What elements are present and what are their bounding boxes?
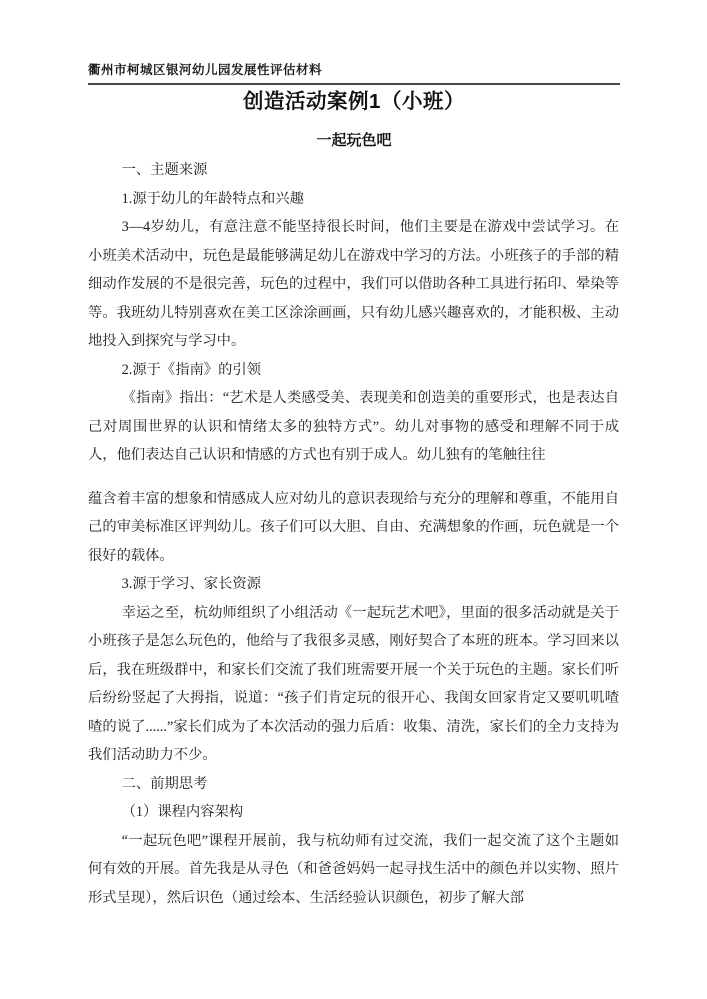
document-title: 创造活动案例1（小班）	[243, 90, 465, 113]
paragraph-course-structure: “一起玩色吧”课程开展前，我与杭幼师有过交流，我们一起交流了这个主题如何有效的开展。首先我是从寻色（和爸爸妈妈一起寻找生活中的颜色并以实物、照片形式呈现），然后识色（通过绘本、生活经验认识颜色，初步了解大部	[88, 832, 619, 906]
subheading-age-features: 1.源于幼儿的年龄特点和兴趣	[121, 190, 304, 207]
subheading-course-structure: （1）课程内容架构	[121, 804, 244, 820]
document-subtitle: 一起玩色吧	[316, 132, 392, 149]
section-heading-early-thinking: 二、前期思考	[121, 775, 208, 792]
page-header: 衢州市柯城区银河幼儿园发展性评估材料	[88, 60, 620, 85]
section-heading-theme-source: 一、主题来源	[121, 162, 208, 178]
subheading-guide: 2.源于《指南》的引领	[121, 361, 261, 378]
paragraph-guide-part1: 《指南》指出：“艺术是人类感受美、表现美和创造美的重要形式，也是表达自己对周围世界的认识和情绪太多的独特方式”。幼儿对事物的感受和理解不同于成人，他们表达自己认识和情感的方式也有别于成人。幼儿独有的笔触往往	[88, 390, 619, 463]
subheading-learning-parent-resource: 3.源于学习、家长资源	[121, 576, 261, 592]
paragraph-parent-resource: 幸运之至，杭幼师组织了小组活动《一起玩艺术吧》，里面的很多活动就是关于小班孩子是怎么玩色的，他给与了我很多灵感，刚好契合了本班的班本。学习回来以后，我在班级群中，和家长们交流了我们班需要开展一个关于玩色的主题。家长们听后纷纷竖起了大拇指，说道：“孩子们肯定玩的很开心、我闺女回家肯定又要叽叽喳喳的说了......”家长们成为了本次活动的强力后盾：收集、清洗，家长们的全力支持为我们活动助力不少。	[88, 604, 619, 763]
paragraph-guide-part2: 蕴含着丰富的想象和情感成人应对幼儿的意识表现给与充分的理解和尊重，不能用自己的审美标准区评判幼儿。孩子们可以大胆、自由、充满想象的作画，玩色就是一个很好的载体。	[88, 490, 619, 564]
document-body	[88, 156, 619, 912]
paragraph-age-features: 3—4岁幼儿，有意注意不能坚持很长时间，他们主要是在游戏中尝试学习。在小班美术活动中，玩色是最能够满足幼儿在游戏中学习的方法。小班孩子的手部的精细动作发展的不是很完善，玩色的过程中，我们可以借助各种工具进行拓印、晕染等等。我班幼儿特别喜欢在美工区涂涂画画，只有幼儿感兴趣喜欢的，才能积极、主动地投入到探究与学习中。	[88, 219, 619, 349]
